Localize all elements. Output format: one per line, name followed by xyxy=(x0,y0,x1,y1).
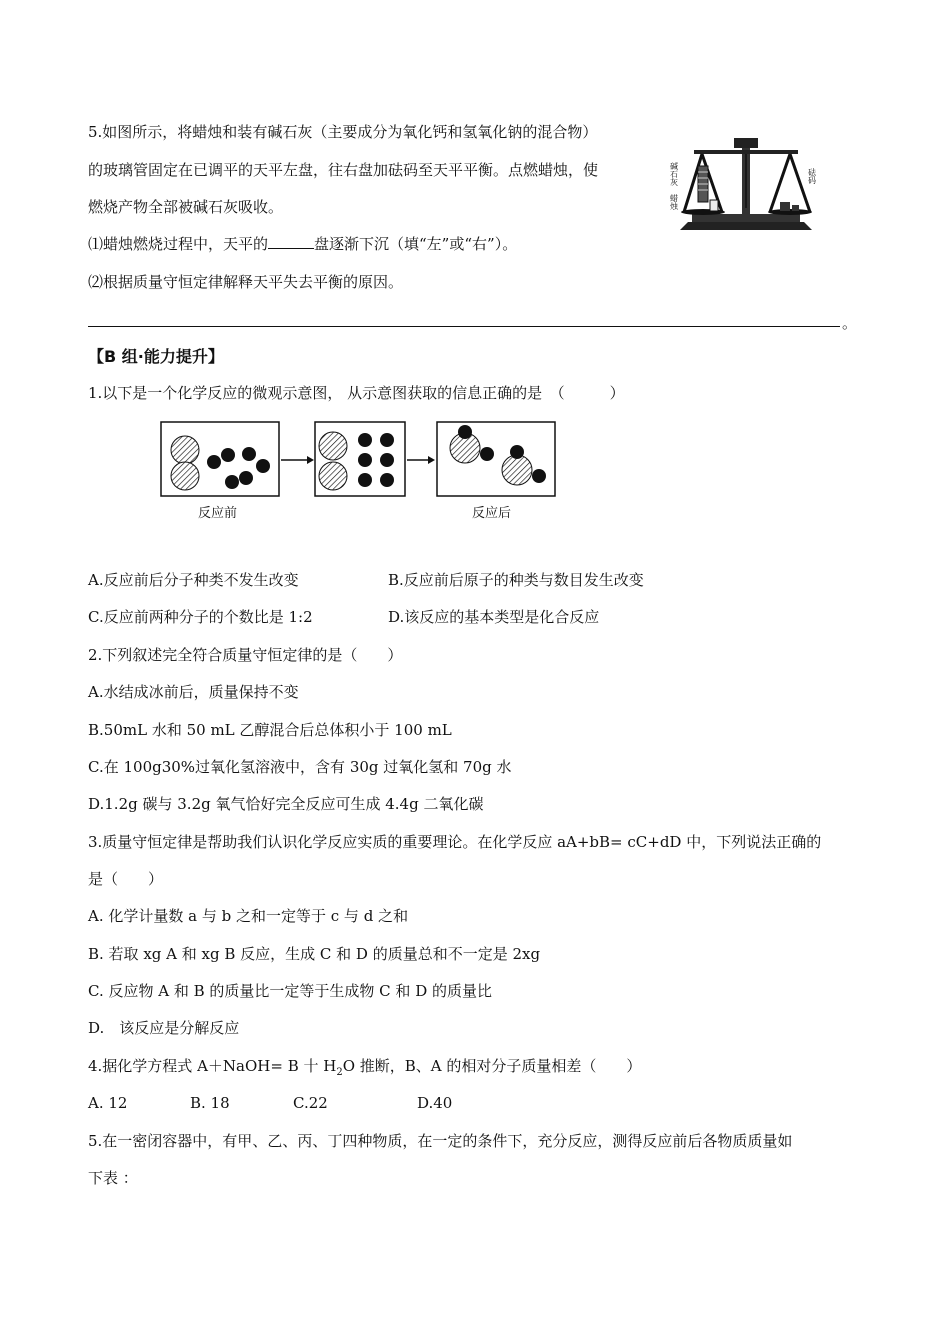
q5-text-line3: 燃烧产物全部被碱石灰吸收。 xyxy=(88,198,284,216)
black-atom xyxy=(256,459,270,473)
black-atom xyxy=(221,448,235,462)
q5-text-line1: 5.如图所示，将蜡烛和装有碱石灰（主要成分为氧化钙和氢氧化钠的混合物） xyxy=(88,123,598,141)
hatched-atom xyxy=(502,455,532,485)
q5-answer-line-end: 。 xyxy=(842,314,858,332)
hatched-atom xyxy=(171,462,199,490)
q5-text-line2: 的玻璃管固定在已调平的天平左盘，往右盘加砝码至天平平衡。点燃蜡烛，使 xyxy=(88,161,599,179)
black-atom xyxy=(358,433,372,447)
black-atom xyxy=(207,455,221,469)
q2-option-a[interactable]: A.水结成冰前后，质量保持不变 xyxy=(88,683,299,701)
black-atom xyxy=(532,469,546,483)
q2-stem: 2.下列叙述完全符合质量守恒定律的是（ ） xyxy=(88,646,403,664)
q5-sub2: ⑵根据质量守恒定律解释天平失去平衡的原因。 xyxy=(88,273,404,291)
black-atom xyxy=(480,447,494,461)
q3-option-a[interactable]: A. 化学计量数 a 与 b 之和一定等于 c 与 d 之和 xyxy=(88,907,409,925)
q1-option-b[interactable]: B.反应前后原子的种类与数目发生改变 xyxy=(388,571,644,589)
q4-option-d[interactable]: D.40 xyxy=(417,1094,453,1112)
label-candle: 蜡烛 xyxy=(669,194,679,210)
black-atom xyxy=(225,475,239,489)
black-atom xyxy=(242,447,256,461)
q1-stem: 1.以下是一个化学反应的微观示意图， 从示意图获取的信息正确的是 （ ） xyxy=(88,384,625,402)
q4-stem xyxy=(88,1056,641,1083)
q1-option-c[interactable]: C.反应前两种分子的个数比是 1:2 xyxy=(88,608,313,626)
black-atom xyxy=(239,471,253,485)
q1-option-d[interactable]: D.该反应的基本类型是化合反应 xyxy=(388,608,600,626)
caption-before: 反应前 xyxy=(198,506,238,521)
q5-sub1-prefix: ⑴蜡烛燃烧过程中，天平的 xyxy=(88,235,269,253)
q4-stem-prefix: 4.据化学方程式 A＋NaOH= B 十 H xyxy=(88,1057,337,1075)
q4-subscript: 2 xyxy=(336,1067,343,1078)
section-title: 【B 组·能力提升】 xyxy=(88,347,224,366)
black-atom xyxy=(510,445,524,459)
q4-option-c[interactable]: C.22 xyxy=(293,1094,328,1112)
q5-answer-blank[interactable] xyxy=(268,234,314,249)
q4-option-a[interactable]: A. 12 xyxy=(88,1094,128,1112)
q3-option-d[interactable]: D. 该反应是分解反应 xyxy=(88,1019,240,1037)
hatched-atom xyxy=(171,436,199,464)
q3-option-c[interactable]: C. 反应物 A 和 B 的质量比一定等于生成物 C 和 D 的质量比 xyxy=(88,982,492,1000)
label-soda-lime: 碱石灰 xyxy=(669,162,679,186)
q2-option-b[interactable]: B.50mL 水和 50 mL 乙醇混合后总体积小于 100 mL xyxy=(88,721,452,739)
balance-figure xyxy=(669,128,820,236)
hatched-atom xyxy=(319,462,347,490)
q3-stem-line1: 3.质量守恒定律是帮助我们认识化学反应实质的重要理论。在化学反应 aA+bB= cC+dD 中，下列说法正确的 xyxy=(88,833,822,851)
q1-option-a[interactable]: A.反应前后分子种类不发生改变 xyxy=(88,571,299,589)
q5-sub1 xyxy=(88,234,517,254)
caption-after: 反应后 xyxy=(472,506,512,521)
q4-stem-suffix: O 推断，B、A 的相对分子质量相差（ ） xyxy=(342,1057,642,1075)
q5-answer-line[interactable] xyxy=(88,326,840,327)
q5b-stem-line1: 5.在一密闭容器中，有甲、乙、丙、丁四种物质，在一定的条件下，充分反应，测得反应前后各物质质量如 xyxy=(88,1132,793,1150)
label-weights: 砝码 xyxy=(807,168,817,184)
black-atom xyxy=(358,473,372,487)
q3-option-b[interactable]: B. 若取 xg A 和 xg B 反应，生成 C 和 D 的质量总和不一定是 2xg xyxy=(88,945,541,963)
q4-option-b[interactable]: B. 18 xyxy=(190,1094,230,1112)
q3-stem-line2: 是（ ） xyxy=(88,870,164,888)
black-atom xyxy=(458,425,472,439)
q5b-stem-line2: 下表 ： xyxy=(88,1169,138,1187)
q2-option-c[interactable]: C.在 100g30%过氧化氢溶液中，含有 30g 过氧化氢和 70g 水 xyxy=(88,758,512,776)
black-atom xyxy=(358,453,372,467)
black-atom xyxy=(380,473,394,487)
hatched-atom xyxy=(319,432,347,460)
black-atom xyxy=(380,453,394,467)
black-atom xyxy=(380,433,394,447)
q5-sub1-suffix: 盘逐渐下沉（填“左”或“右”）。 xyxy=(314,235,518,253)
q2-option-d[interactable]: D.1.2g 碳与 3.2g 氧气恰好完全反应可生成 4.4g 二氧化碳 xyxy=(88,795,484,813)
reaction-diagram xyxy=(155,418,565,502)
